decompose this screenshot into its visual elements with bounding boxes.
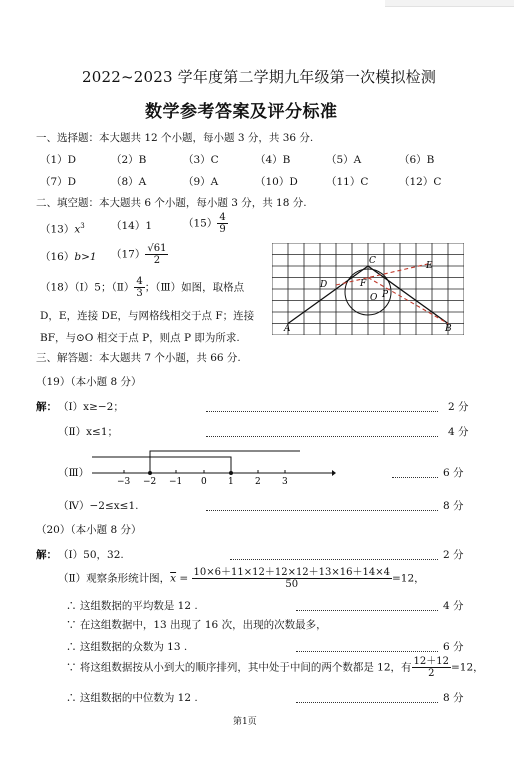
- choice-answer: （8）A: [111, 176, 147, 188]
- choice-answer: （5）A: [326, 154, 362, 166]
- tick-label: 1: [228, 477, 234, 487]
- choice-answer: （3）C: [183, 154, 219, 166]
- choice-answer: （2）B: [111, 154, 147, 166]
- tick-label: −3: [117, 477, 131, 487]
- label-a: A: [284, 324, 291, 334]
- score: 6 分: [443, 467, 464, 479]
- choice-answer: （1）D: [40, 154, 77, 166]
- score: 6 分: [443, 641, 464, 653]
- q19-title: （19）（本小题 8 分）: [36, 376, 142, 388]
- q20-mode-line-2: ∴ 这组数据的众数为 13 .: [66, 641, 188, 653]
- choice-answer: （11）C: [326, 176, 369, 188]
- tick-label: 3: [282, 477, 288, 487]
- fill-answer-13: $(13)x^3$: [40, 222, 85, 236]
- label-b: B: [445, 324, 452, 334]
- mean-formula: $\frac{10\times 6+11\times 12+12\times 12+13\times 16+14\times 4}{50}$: [193, 567, 390, 590]
- choice-answer: （7）D: [40, 176, 77, 188]
- label-d: D: [320, 280, 328, 290]
- tick-label: 0: [201, 477, 207, 487]
- score: 2 分: [443, 549, 464, 561]
- fill-answer-18-line3: BF，与⊙O 相交于点 P，则点 P 即为所求.: [40, 332, 240, 344]
- score: 2 分: [448, 401, 469, 413]
- dotted-leader: [296, 702, 438, 703]
- solution-bracket-left: [150, 451, 300, 473]
- fill-answer-18: （18）（Ⅰ）5；（Ⅱ） $\frac{4}{3}$ ；（Ⅲ）如图，取格点: [40, 276, 245, 299]
- page-subtitle: 数学参考答案及评分标准: [145, 102, 338, 122]
- window-edge: [385, 0, 514, 7]
- q20-title: （20）（本小题 8 分）: [36, 524, 142, 536]
- grid-lines: [272, 243, 464, 335]
- solution-label: 解：: [36, 549, 57, 561]
- dotted-leader: [392, 477, 438, 478]
- q19-part1: （Ⅰ）x≥−2；: [58, 401, 124, 413]
- solution-bracket-right: [92, 457, 231, 473]
- score: 8 分: [443, 692, 464, 704]
- fill-answer-18-line2: D，E，连接 DE，与网格线相交于点 F；连接: [40, 310, 255, 322]
- q20-mode-line-1: ∵ 在这组数据中，13 出现了 16 次，出现的次数最多，: [66, 619, 327, 631]
- label-p: P: [382, 290, 389, 300]
- choice-answer: （4）B: [255, 154, 291, 166]
- score: 8 分: [443, 500, 464, 512]
- section1-heading: 一、选择题：本大题共 12 个小题，每小题 3 分，共 36 分.: [36, 132, 314, 144]
- dotted-leader: [230, 559, 438, 560]
- choice-answer: （6）B: [399, 154, 435, 166]
- section3-heading: 三、解答题：本大题共 7 个小题，共 66 分.: [36, 352, 241, 364]
- dotted-leader: [206, 436, 438, 437]
- q20-median-line-2: ∴ 这组数据的中位数为 12 .: [66, 692, 198, 704]
- label-e: E: [426, 261, 433, 271]
- dotted-leader: [296, 651, 438, 652]
- number-line: [88, 448, 336, 488]
- q19-part2: （Ⅱ）x≤1；: [58, 426, 119, 438]
- endpoint-dot: [148, 471, 152, 475]
- q20-part2: （Ⅱ）观察条形统计图，$\overline{x}$ = $\frac{10\times 6+11\times 12+12\times 12+13\times 16+14\times 4}{50}$ =12，: [58, 567, 425, 590]
- fill-answer-16: （16）b>1: [40, 251, 97, 263]
- tick-label: −2: [143, 477, 157, 487]
- choice-answer: （9）A: [183, 176, 219, 188]
- q19-part4: （Ⅳ）−2≤x≤1.: [58, 500, 139, 512]
- label-f: F: [360, 279, 367, 289]
- fill-answer-14: （14）1: [111, 220, 153, 232]
- dotted-leader: [296, 610, 438, 611]
- tick-label: 2: [255, 477, 261, 487]
- endpoint-dot: [229, 471, 233, 475]
- grid-figure: [272, 243, 464, 335]
- choice-answer: （10）D: [255, 176, 298, 188]
- q20-median-line-1: ∵ 将这组数据按从小到大的顺序排列，其中处于中间的两个数都是 12，有 $\frac{12+12}{2}$ =12，: [66, 656, 484, 679]
- page-title: 2022~2023 学年度第二学期九年级第一次模拟检测: [82, 68, 437, 86]
- q20-mean-line: ∴ 这组数据的平均数是 12 .: [66, 600, 198, 612]
- tick-label: −1: [169, 477, 183, 487]
- q19-part3: （Ⅲ）: [58, 467, 90, 479]
- page-number: 第1页: [233, 717, 257, 727]
- label-o: O: [370, 293, 378, 303]
- score: 4 分: [443, 600, 464, 612]
- choice-answer: （12）C: [399, 176, 442, 188]
- dotted-leader: [206, 411, 438, 412]
- score: 4 分: [448, 426, 469, 438]
- solution-label: 解：: [36, 401, 57, 413]
- q20-part1: （Ⅰ）50，32.: [58, 549, 124, 561]
- arrow-icon: [332, 470, 336, 476]
- section2-heading: 二、填空题：本大题共 6 个小题，每小题 3 分，共 18 分.: [36, 197, 307, 209]
- label-c: C: [369, 256, 376, 266]
- dotted-leader: [206, 510, 438, 511]
- fill-answer-15: （15） $\frac{4}{9}$: [183, 212, 226, 235]
- fill-answer-17: （17） $\frac{√61}{2}$: [111, 243, 167, 266]
